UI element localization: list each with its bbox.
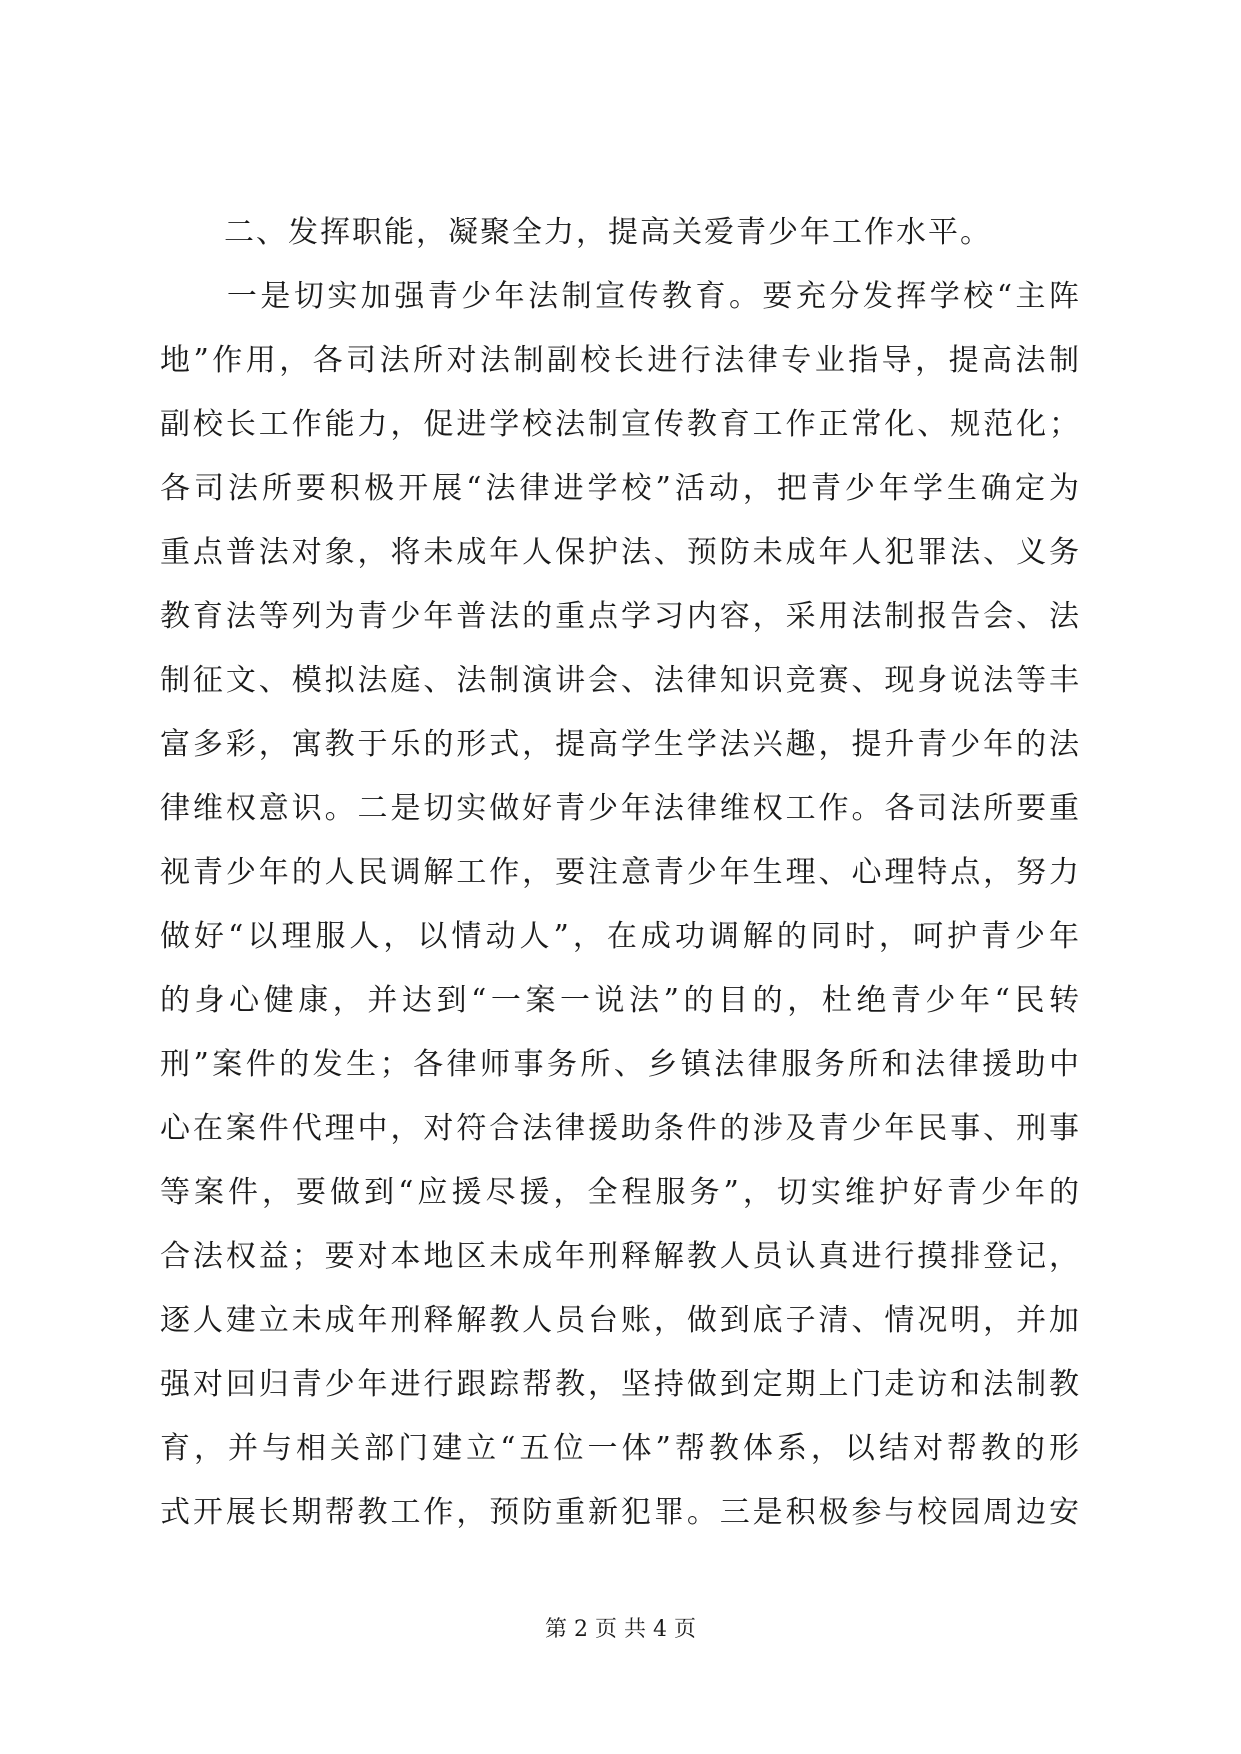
paragraph-line: 强对回归青少年进行跟踪帮教，坚持做到定期上门走访和法制教	[160, 1367, 1080, 1402]
paragraph-line: 一是切实加强青少年法制宣传教育。要充分发挥学校“主阵	[160, 279, 1080, 314]
page-number-footer: 第 2 页 共 4 页	[545, 1617, 696, 1642]
paragraph-line: 各司法所要积极开展“法律进学校”活动，把青少年学生确定为	[160, 471, 1080, 506]
paragraph-line: 等案件，要做到“应援尽援，全程服务”，切实维护好青少年的	[160, 1175, 1080, 1210]
body-text	[160, 201, 1080, 1545]
paragraph-line: 富多彩，寓教于乐的形式，提高学生学法兴趣，提升青少年的法	[160, 727, 1080, 762]
paragraph-line: 副校长工作能力，促进学校法制宣传教育工作正常化、规范化；	[160, 407, 1080, 442]
paragraph-line: 视青少年的人民调解工作，要注意青少年生理、心理特点，努力	[160, 855, 1080, 890]
paragraph-line: 重点普法对象，将未成年人保护法、预防未成年人犯罪法、义务	[160, 535, 1080, 570]
paragraph-line: 制征文、模拟法庭、法制演讲会、法律知识竞赛、现身说法等丰	[160, 663, 1080, 698]
paragraph-line: 地”作用，各司法所对法制副校长进行法律专业指导，提高法制	[160, 343, 1080, 378]
paragraph-line: 的身心健康，并达到“一案一说法”的目的，杜绝青少年“民转	[160, 983, 1080, 1018]
paragraph-line: 心在案件代理中，对符合法律援助条件的涉及青少年民事、刑事	[160, 1111, 1080, 1146]
paragraph-line: 育，并与相关部门建立“五位一体”帮教体系，以结对帮教的形	[160, 1431, 1080, 1466]
paragraph-line: 做好“以理服人，以情动人”，在成功调解的同时，呵护青少年	[160, 919, 1080, 954]
paragraph-line: 式开展长期帮教工作，预防重新犯罪。三是积极参与校园周边安	[160, 1495, 1080, 1530]
paragraph-line: 教育法等列为青少年普法的重点学习内容，采用法制报告会、法	[160, 599, 1080, 634]
paragraph-line: 律维权意识。二是切实做好青少年法律维权工作。各司法所要重	[160, 791, 1080, 826]
paragraph-line: 刑”案件的发生；各律师事务所、乡镇法律服务所和法律援助中	[160, 1047, 1080, 1082]
paragraph-line: 逐人建立未成年刑释解教人员台账，做到底子清、情况明，并加	[160, 1303, 1080, 1338]
paragraph-line: 合法权益；要对本地区未成年刑释解教人员认真进行摸排登记，	[160, 1239, 1080, 1274]
section-heading: 二、发挥职能，凝聚全力，提高关爱青少年工作水平。	[160, 215, 992, 250]
